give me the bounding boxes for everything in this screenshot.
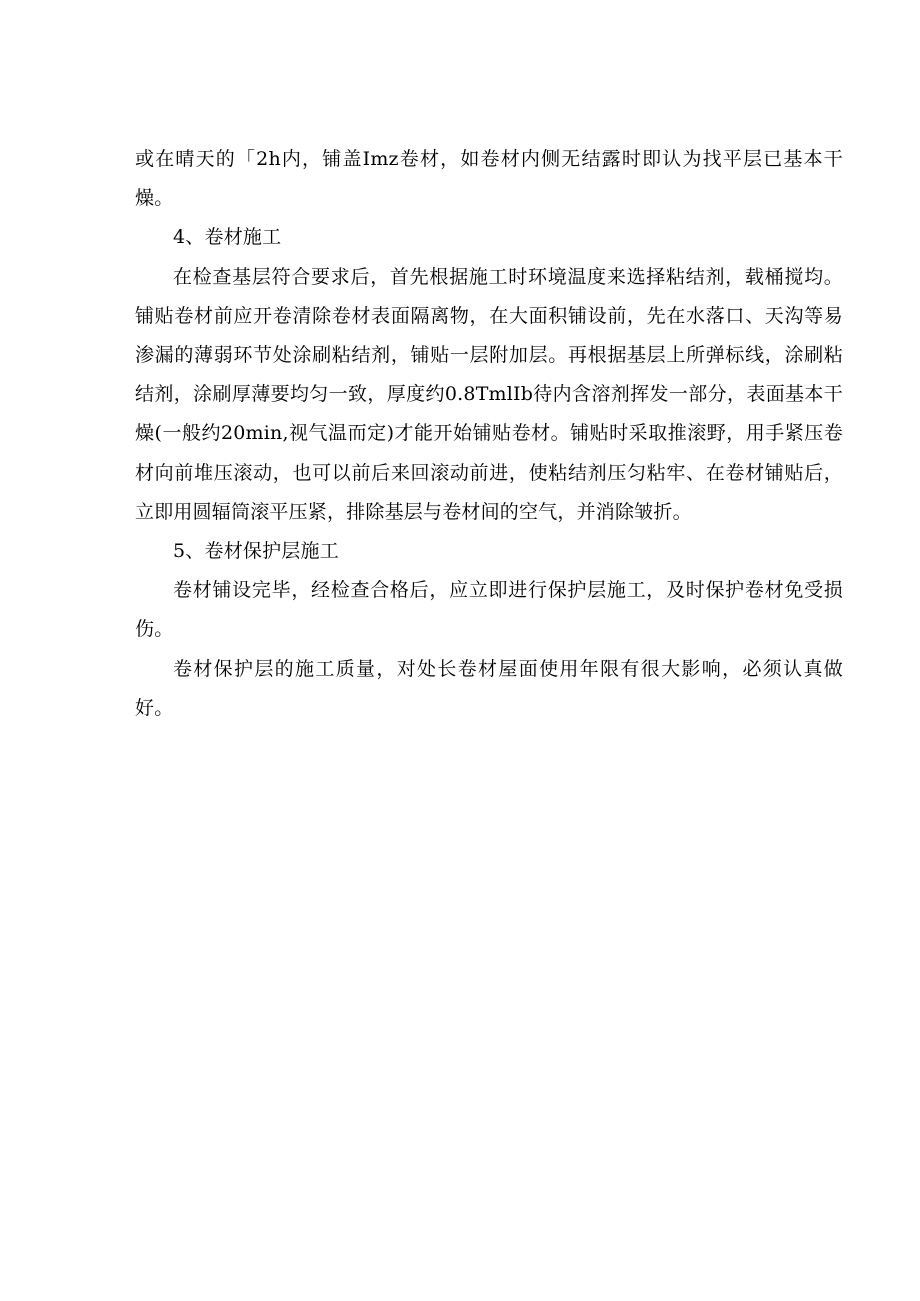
document-body xyxy=(135,140,843,728)
paragraph-protective-layer-quality: 卷材保护层的施工质量，对处长卷材屋面使用年限有很大影响，必须认真做好。 xyxy=(135,657,843,719)
paragraph-drying-check: 或在晴天的「2h内，铺盖Imz卷材，如卷材内侧无结露时即认为找平层已基本干燥。 xyxy=(135,148,843,210)
section-heading-membrane-construction: 4、卷材施工 xyxy=(173,226,282,249)
section-heading-protective-layer: 5、卷材保护层施工 xyxy=(173,540,339,563)
paragraph-membrane-procedure: 在检查基层符合要求后，首先根据施工时环境温度来选择粘结剂，载桶搅均。铺贴卷材前应开卷清除卷材表面隔离物，在大面积铺设前，先在水落口、天沟等易渗漏的薄弱环节处涂刷粘结剂，铺贴一层附加层。再根据基层上所弹标线，涂刷粘结剂，涂刷厚薄要均匀一致，厚度约0.8TmlIb待内含溶剂挥发一部分，表面基本干燥(一般约20min,视气温而定)才能开始铺贴卷材。铺贴时采取推滚野，用手紧压卷材向前堆压滚动，也可以前后来回滚动前进，使粘结剂压匀粘牢、在卷材铺贴后，立即用圆辐筒滚平压紧，排除基层与卷材间的空气，并消除皱折。 xyxy=(135,265,843,523)
paragraph-protective-layer-timing: 卷材铺设完毕，经检查合格后，应立即进行保护层施工，及时保护卷材免受损伤。 xyxy=(135,579,843,641)
